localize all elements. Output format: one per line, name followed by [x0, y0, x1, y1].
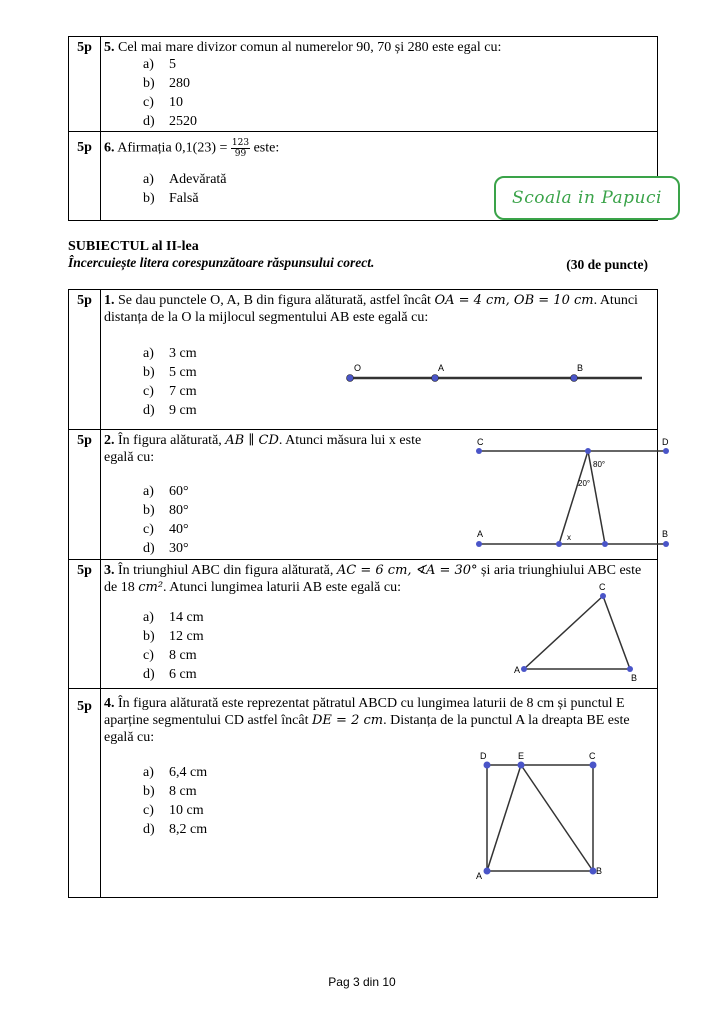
- option-letter: c): [143, 384, 154, 399]
- option-letter: b): [143, 191, 155, 206]
- parallel-lines-figure: [471, 436, 671, 551]
- option-b[interactable]: [143, 363, 197, 382]
- option-text: 8,2 cm: [169, 822, 208, 837]
- point-c: [590, 762, 597, 769]
- angle-20-label: 20°: [578, 479, 591, 488]
- option-c[interactable]: [143, 646, 204, 665]
- answer-options: [143, 170, 227, 208]
- point-left-foot: [556, 541, 562, 547]
- question-row-3: [69, 560, 658, 689]
- option-d[interactable]: [143, 665, 204, 684]
- question-number: 2.: [104, 433, 115, 448]
- section-questions-table: [68, 289, 669, 898]
- option-text: 10: [169, 95, 183, 110]
- option-text: 40°: [169, 522, 189, 537]
- question-statement: În figura alăturată,: [118, 433, 222, 448]
- option-letter: d): [143, 114, 155, 129]
- point-a: [484, 868, 491, 875]
- label-a: A: [477, 529, 484, 539]
- math-angle: ∢A = 30°: [415, 563, 478, 578]
- math-unit: cm²: [138, 580, 164, 595]
- question-text: [104, 695, 651, 746]
- point-b: [571, 375, 578, 382]
- question-statement-end: . Atunci lungimea laturii AB este egală cu:: [163, 580, 401, 595]
- option-letter: c): [143, 803, 154, 818]
- label-a: A: [476, 871, 483, 881]
- point-d: [484, 762, 491, 769]
- label-c: C: [477, 437, 484, 447]
- label-b: B: [577, 363, 584, 373]
- option-letter: a): [143, 57, 154, 72]
- question-statement: În figura alăturată este reprezentat pătratul ABCD cu lungimea laturii de 8 cm și punctul E aparține segmentului CD astfel încât: [104, 696, 625, 728]
- label-a: A: [514, 665, 521, 675]
- points-cell: 5p: [69, 560, 101, 689]
- option-a[interactable]: [143, 608, 204, 627]
- stamp-text: Scoala in Papuci: [512, 188, 662, 208]
- label-d: D: [662, 437, 669, 447]
- point-o: [347, 375, 354, 382]
- option-letter: b): [143, 365, 155, 380]
- option-c[interactable]: [143, 382, 197, 401]
- option-text: 6,4 cm: [169, 765, 208, 780]
- points-cell: 5p: [69, 290, 101, 430]
- option-b[interactable]: [143, 74, 197, 93]
- option-letter: d): [143, 667, 155, 682]
- label-c: C: [589, 751, 596, 761]
- option-text: 5 cm: [169, 365, 197, 380]
- question-statement-middle: și aria triunghiului ABC este de 18: [104, 563, 642, 595]
- option-text: 280: [169, 76, 190, 91]
- point-d: [663, 448, 669, 454]
- question-body: [101, 689, 658, 898]
- point-c: [600, 593, 606, 599]
- question-number: 5.: [104, 40, 115, 55]
- label-b: B: [662, 529, 669, 539]
- section-heading: SUBIECTUL al II-lea: [68, 239, 199, 254]
- option-letter: b): [143, 76, 155, 91]
- question-statement: În triunghiul ABC din figura alăturată,: [118, 563, 334, 578]
- option-text: 7 cm: [169, 384, 197, 399]
- option-letter: a): [143, 765, 154, 780]
- option-text: Falsă: [169, 191, 199, 206]
- section-header: [68, 239, 658, 271]
- answer-options: [143, 608, 204, 684]
- math-expression: OA = 4 cm, OB = 10 cm: [434, 293, 594, 308]
- point-a: [521, 666, 527, 672]
- option-b[interactable]: [143, 501, 189, 520]
- option-a[interactable]: [143, 482, 189, 501]
- triangle-abc: [524, 596, 630, 669]
- point-e: [518, 762, 525, 769]
- question-text: [104, 292, 651, 326]
- points-cell: 5p: [69, 689, 101, 898]
- point-b: [663, 541, 669, 547]
- option-letter: d): [143, 822, 155, 837]
- answer-options: [143, 763, 207, 839]
- question-number: 4.: [104, 696, 115, 711]
- question-statement-end: este:: [253, 140, 280, 156]
- option-c[interactable]: [143, 93, 197, 112]
- option-a[interactable]: [143, 344, 197, 363]
- math-expression: AC = 6 cm,: [336, 563, 412, 578]
- point-a: [476, 541, 482, 547]
- square-abcd: [487, 765, 593, 871]
- square-figure: [473, 747, 613, 887]
- fraction: [231, 138, 250, 159]
- option-text: 80°: [169, 503, 189, 518]
- question-statement-end: . Atunci distanța de la O la mijlocul segmentului AB este egală cu:: [104, 293, 638, 325]
- option-letter: b): [143, 503, 155, 518]
- question-number: 1.: [104, 293, 115, 308]
- option-letter: b): [143, 629, 155, 644]
- point-c: [476, 448, 482, 454]
- section-points: (30 de puncte): [566, 257, 648, 272]
- question-row-4: [69, 689, 658, 898]
- option-letter: d): [143, 403, 155, 418]
- option-letter: a): [143, 346, 154, 361]
- option-text: 3 cm: [169, 346, 197, 361]
- answer-options: [143, 344, 197, 420]
- question-text: [104, 432, 447, 466]
- question-body: [101, 430, 669, 560]
- option-text: 9 cm: [169, 403, 197, 418]
- option-text: 8 cm: [169, 648, 197, 663]
- label-b: B: [631, 673, 638, 683]
- option-text: 8 cm: [169, 784, 197, 799]
- option-d[interactable]: [143, 539, 189, 558]
- question-number: 6.: [104, 140, 115, 156]
- fraction-numerator: 123: [231, 138, 250, 148]
- option-letter: d): [143, 541, 155, 556]
- option-text: 6 cm: [169, 667, 197, 682]
- points-cell: 5p: [69, 132, 101, 221]
- segment-ae: [487, 765, 521, 871]
- option-c[interactable]: [143, 801, 207, 820]
- option-text: 14 cm: [169, 610, 204, 625]
- option-c[interactable]: [143, 520, 189, 539]
- label-e: E: [518, 751, 525, 761]
- option-letter: c): [143, 522, 154, 537]
- question-statement: Afirmația 0,1(23) =: [117, 140, 228, 156]
- option-text: 2520: [169, 114, 197, 129]
- option-b[interactable]: [143, 782, 207, 801]
- math-expression: AB ∥ CD: [225, 433, 279, 448]
- option-d[interactable]: [143, 820, 207, 839]
- option-text: Adevărată: [169, 172, 227, 187]
- section-instruction: Încercuiește litera corespunzătoare răspunsului corect.: [68, 255, 375, 270]
- question-body: [101, 560, 658, 689]
- segment-be: [521, 765, 593, 871]
- question-statement-end: . Distanța de la punctul A la dreapta BE este egală cu:: [104, 713, 630, 745]
- option-letter: a): [143, 484, 154, 499]
- label-c: C: [599, 582, 606, 592]
- option-letter: c): [143, 648, 154, 663]
- option-b[interactable]: [143, 627, 204, 646]
- segment-figure: [346, 362, 646, 392]
- school-stamp: [494, 176, 680, 220]
- point-a: [432, 375, 439, 382]
- option-letter: c): [143, 95, 154, 110]
- answer-options: [143, 482, 189, 558]
- angle-x-label: x: [567, 533, 571, 542]
- option-text: 30°: [169, 541, 189, 556]
- question-statement: Cel mai mare divizor comun al numerelor 90, 70 și 280 este egal cu:: [118, 40, 502, 55]
- option-text: 60°: [169, 484, 189, 499]
- option-text: 12 cm: [169, 629, 204, 644]
- label-d: D: [480, 751, 487, 761]
- question-text: [104, 39, 651, 56]
- fraction-denominator: 99: [234, 149, 247, 159]
- option-a[interactable]: [143, 170, 227, 189]
- points-cell: 5p: [69, 37, 101, 132]
- question-text: [104, 138, 651, 159]
- option-letter: a): [143, 610, 154, 625]
- point-b: [627, 666, 633, 672]
- option-b[interactable]: [143, 189, 227, 208]
- option-letter: a): [143, 172, 154, 187]
- question-statement: Se dau punctele O, A, B din figura alăturată, astfel încât: [118, 293, 431, 308]
- transversal-left: [559, 451, 591, 544]
- question-body: [101, 37, 658, 132]
- option-text: 10 cm: [169, 803, 204, 818]
- point-vertex: [585, 448, 591, 454]
- question-number: 3.: [104, 563, 115, 578]
- angle-80-label: 80°: [593, 460, 606, 469]
- answer-options: [143, 55, 197, 131]
- points-cell: 5p: [69, 430, 101, 560]
- question-row-5: [69, 37, 658, 132]
- option-a[interactable]: [143, 763, 207, 782]
- question-body: [101, 290, 658, 430]
- option-d[interactable]: [143, 401, 197, 420]
- option-d[interactable]: [143, 112, 197, 131]
- label-b: B: [596, 866, 603, 876]
- label-o: O: [354, 363, 362, 373]
- question-statement-end: . Atunci măsura lui x este egală cu:: [104, 433, 422, 465]
- triangle-figure: [506, 582, 646, 682]
- point-right-foot: [602, 541, 608, 547]
- question-row-2: [69, 430, 658, 560]
- option-letter: b): [143, 784, 155, 799]
- option-a[interactable]: [143, 55, 197, 74]
- option-text: 5: [169, 57, 176, 72]
- label-a: A: [438, 363, 445, 373]
- math-expression: DE = 2 cm: [312, 713, 384, 728]
- question-row-1: [69, 290, 658, 430]
- page-number: Pag 3 din 10: [328, 975, 396, 989]
